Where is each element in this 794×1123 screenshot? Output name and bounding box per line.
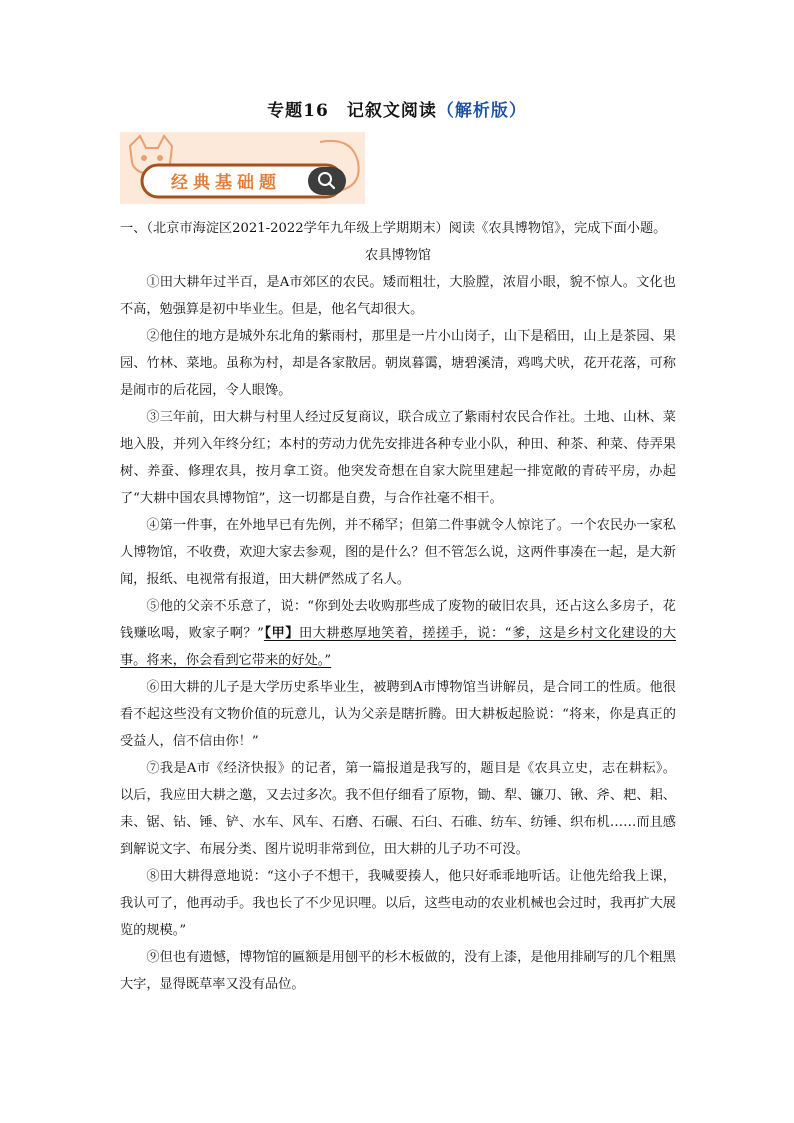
banner-label: 经典基础题 bbox=[171, 173, 281, 193]
paragraph-3: ③三年前，田大耕与村里人经过反复商议，联合成立了紫雨村农民合作社。土地、山林、菜地入股，并列入年终分红；本村的劳动力优先安排进各种专业小队，种田、种茶、种菜、侍弄果树、养蚕、修理农具，按月拿工资。他突发奇想在自家大院里建起一排宽敞的青砖平房，办起了“大耕中国农具博物馆”，这一切都是自费，与合作社毫不相干。 bbox=[120, 410, 676, 506]
paragraph-5-part-b: 田大耕憨厚地笑着，搓搓手，说：“爹，这是乡村文化建设的大事。将来，你会看到它带来的好处。” bbox=[120, 626, 676, 668]
paragraph-8: ⑧田大耕得意地说：“这小子不想干，我喊要揍人，他只好乖乖地听话。让他先给我上课，我认可了，他再动手。我也长了不少见识哩。以后，这些电动的农业机械也会过时，我再扩大展览的规模。” bbox=[120, 869, 676, 938]
paragraph-6: ⑥田大耕的儿子是大学历史系毕业生，被聘到A市博物馆当讲解员，是合同工的性质。他很看不起这些没有文物价值的玩意儿，认为父亲是瞎折腾。田大耕板起脸说：“将来，你是真正的受益人，信不信由你！” bbox=[120, 680, 676, 749]
paragraph-4: ④第一件事，在外地早已有先例，并不稀罕；但第二件事就令人惊诧了。一个农民办一家私人博物馆，不收费，欢迎大家去参观，图的是什么？但不管怎么说，这两件事凑在一起，是大新闻，报纸、电视常有报道，田大耕俨然成了名人。 bbox=[120, 518, 676, 587]
search-icon bbox=[308, 167, 346, 195]
paragraph-5 bbox=[120, 593, 676, 674]
paragraph-1: ①田大耕年过半百，是A市郊区的农民。矮而粗壮，大脸膛，浓眉小眼，貌不惊人。文化也不高，勉强算是初中毕业生。但是，他名气却很大。 bbox=[120, 275, 676, 317]
paragraph-9: ⑨但也有遗憾，博物馆的匾额是用刨平的杉木板做的，没有上漆，是他用排刷写的几个粗黑大字，显得既草率又没有品位。 bbox=[120, 950, 676, 992]
title-main: 专题16 记叙文阅读 bbox=[267, 101, 437, 121]
title-sub: （解析版） bbox=[436, 101, 527, 121]
article-title: 农具博物馆 bbox=[365, 248, 431, 263]
section-banner bbox=[120, 132, 365, 204]
paragraph-5-part-a: ⑤他的父亲不乐意了，说：“你到处去收购那些成了废物的破旧农具，还占这么多房子，花钱赚吆喝，败家子啊？” bbox=[120, 599, 676, 641]
paragraph-2: ②他住的地方是城外东北角的紫雨村，那里是一片小山岗子，山下是稻田，山上是茶园、果园、竹林、菜地。虽称为村，却是各家散居。朝岚暮霭，塘碧溪清，鸡鸣犬吠，花开花落，可称是闹市的后花园，令人眼馋。 bbox=[120, 329, 676, 398]
paragraph-7: ⑦我是A市《经济快报》的记者，第一篇报道是我写的，题目是《农具立史，志在耕耘》。以后，我应田大耕之邀，又去过多次。我不但仔细看了原物，锄、犁、镰刀、锹、斧、耙、耜、耒、锯、钻、锤、铲、水车、风车、石磨、石碾、石臼、石碓、纺车、纺锤、织布机……而且感到解说文字、布展分类、图片说明非常到位，田大耕的儿子功不可没。 bbox=[120, 761, 676, 857]
banner-graphic bbox=[120, 132, 365, 204]
marker-jia: 【甲】 bbox=[263, 626, 299, 641]
question-intro: 一、（北京市海淀区2021-2022学年九年级上学期期末）阅读《农具博物馆》，完成下面小题。 bbox=[120, 221, 667, 236]
document-body bbox=[120, 215, 676, 998]
page-title bbox=[0, 96, 794, 121]
